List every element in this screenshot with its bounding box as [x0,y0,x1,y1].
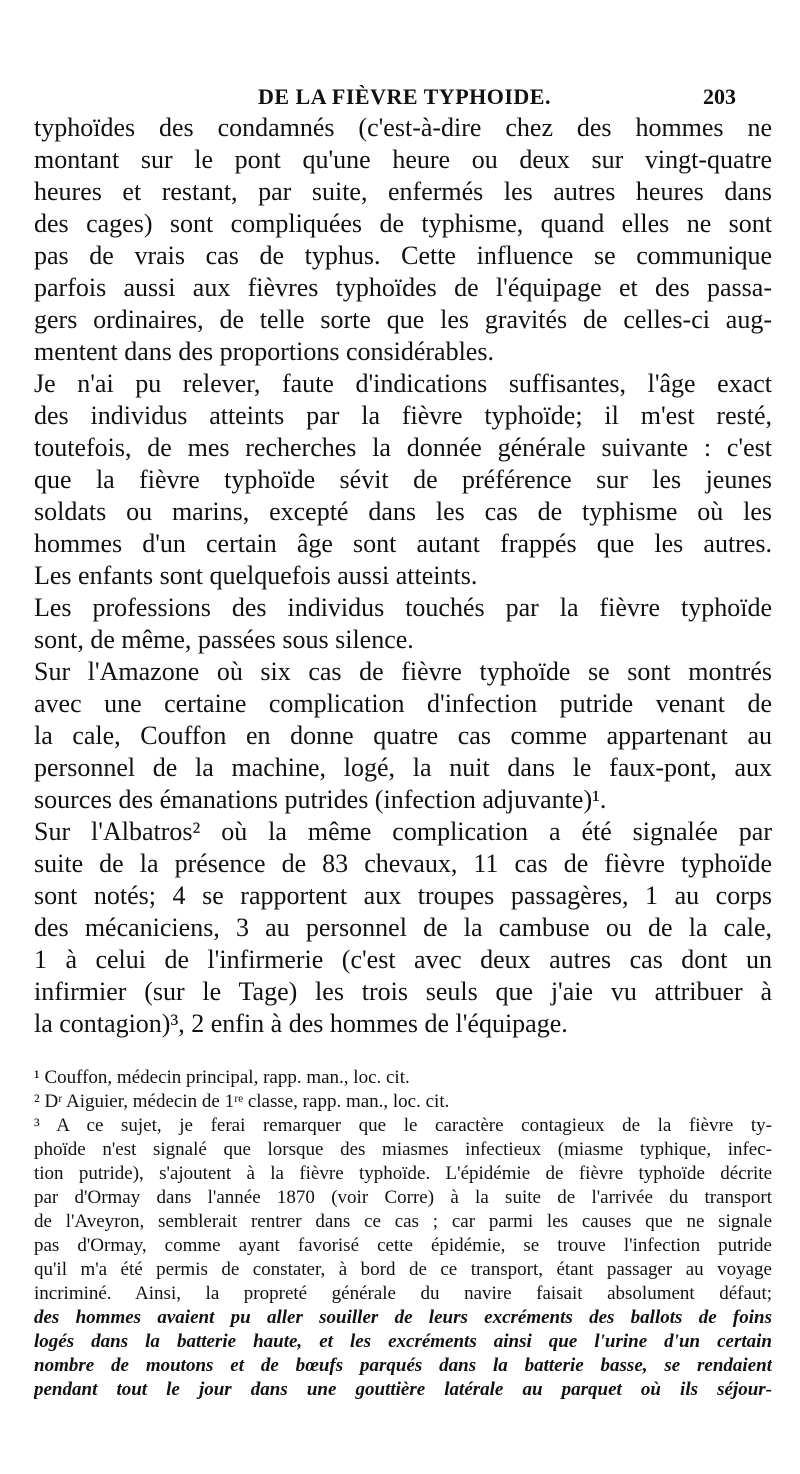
footnote-line: de l'Aveyron, semblerait rentrer dans ce cas ; car parmi les causes que ne signale [34,1211,772,1232]
text-line: Sur l'Amazone où six cas de fièvre typhoïde se sont montrés [34,657,772,686]
text-line: heures et restant, par suite, enfermés les autres heures dans [34,177,772,206]
text-line: des cages) sont compliquées de typhisme, quand elles ne sont [34,209,772,238]
text-line: sources des émanations putrides (infection adjuvante)¹. [34,785,607,814]
text-line: toutefois, de mes recherches la donnée générale suivante : c'est [34,433,772,462]
text-line: sont notés; 4 se rapportent aux troupes passagères, 1 au corps [34,881,772,910]
footnote-line: ³ A ce sujet, je ferai remarquer que le caractère contagieux de la fièvre ty- [34,1115,772,1136]
footnote-line: qu'il m'a été permis de constater, à bord de ce transport, étant passager au voyage [34,1259,772,1280]
text-line: sont, de même, passées sous silence. [34,625,414,654]
page-number: 203 [703,84,736,109]
text-line: des mécaniciens, 3 au personnel de la cambuse ou de la cale, [34,913,772,942]
footnote-line: ² Dʳ Aiguier, médecin de 1ʳᵉ classe, rapp. man., loc. cit. [34,1091,450,1112]
footnote-line: nombre de moutons et de bœufs parqués dans la batterie basse, se rendaient [34,1355,772,1376]
footnote-line: pendant tout le jour dans une gouttière latérale au parquet où ils séjour- [34,1379,772,1400]
text-line: que la fièvre typhoïde sévit de préférence sur les jeunes [34,465,772,494]
text-line: soldats ou marins, excepté dans les cas de typhisme où les [34,497,772,526]
text-line: infirmier (sur le Tage) les trois seuls que j'aie vu attribuer à [34,977,772,1006]
text-line: hommes d'un certain âge sont autant frappés que les autres. [34,529,772,558]
text-line: la cale, Couffon en donne quatre cas comme appartenant au [34,721,772,750]
page-header [0,84,800,114]
text-line: personnel de la machine, logé, la nuit dans le faux-pont, aux [34,753,772,782]
text-line: des individus atteints par la fièvre typhoïde; il m'est resté, [34,401,772,430]
text-line: Sur l'Albatros² où la même complication a été signalée par [34,817,772,846]
footnote-line: incriminé. Ainsi, la propreté générale du navire faisait absolument défaut; [34,1283,772,1304]
footnote-line: des hommes avaient pu aller souiller de leurs excréments des ballots de foins [34,1307,772,1328]
text-line: suite de la présence de 83 chevaux, 11 cas de fièvre typhoïde [34,849,772,878]
text-line: mentent dans des proportions considérables. [34,337,494,366]
text-line: montant sur le pont qu'une heure ou deux sur vingt-quatre [34,145,772,174]
text-line: Les enfants sont quelquefois aussi atteints. [34,561,478,590]
text-line: avec une certaine complication d'infection putride venant de [34,689,772,718]
footnote-line: pas d'Ormay, comme ayant favorisé cette épidémie, se trouve l'infection putride [34,1235,772,1256]
running-title: DE LA FIÈVRE TYPHOIDE. [258,84,551,109]
text-line: gers ordinaires, de telle sorte que les gravités de celles-ci aug- [34,305,772,334]
text-line: parfois aussi aux fièvres typhoïdes de l'équipage et des passa- [34,273,772,302]
text-line: pas de vrais cas de typhus. Cette influence se communique [34,241,772,270]
text-line: 1 à celui de l'infirmerie (c'est avec deux autres cas dont un [34,945,772,974]
footnote-line: tion putride), s'ajoutent à la fièvre typhoïde. L'épidémie de fièvre typhoïde décrite [34,1163,772,1184]
footnote-line: ¹ Couffon, médecin principal, rapp. man., loc. cit. [34,1067,410,1088]
text-line: typhoïdes des condamnés (c'est-à-dire chez des hommes ne [34,113,772,142]
footnote-line: par d'Ormay dans l'année 1870 (voir Corre) à la suite de l'arrivée du transport [34,1187,772,1208]
text-line: Les professions des individus touchés par la fièvre typhoïde [34,593,772,622]
text-line: Je n'ai pu relever, faute d'indications suffisantes, l'âge exact [34,369,772,398]
footnote-line: logés dans la batterie haute, et les excréments ainsi que l'urine d'un certain [34,1331,772,1352]
text-line: la contagion)³, 2 enfin à des hommes de l'équipage. [34,1009,568,1038]
footnote-line: phoïde n'est signalé que lorsque des miasmes infectieux (miasme typhique, infec- [34,1139,772,1160]
